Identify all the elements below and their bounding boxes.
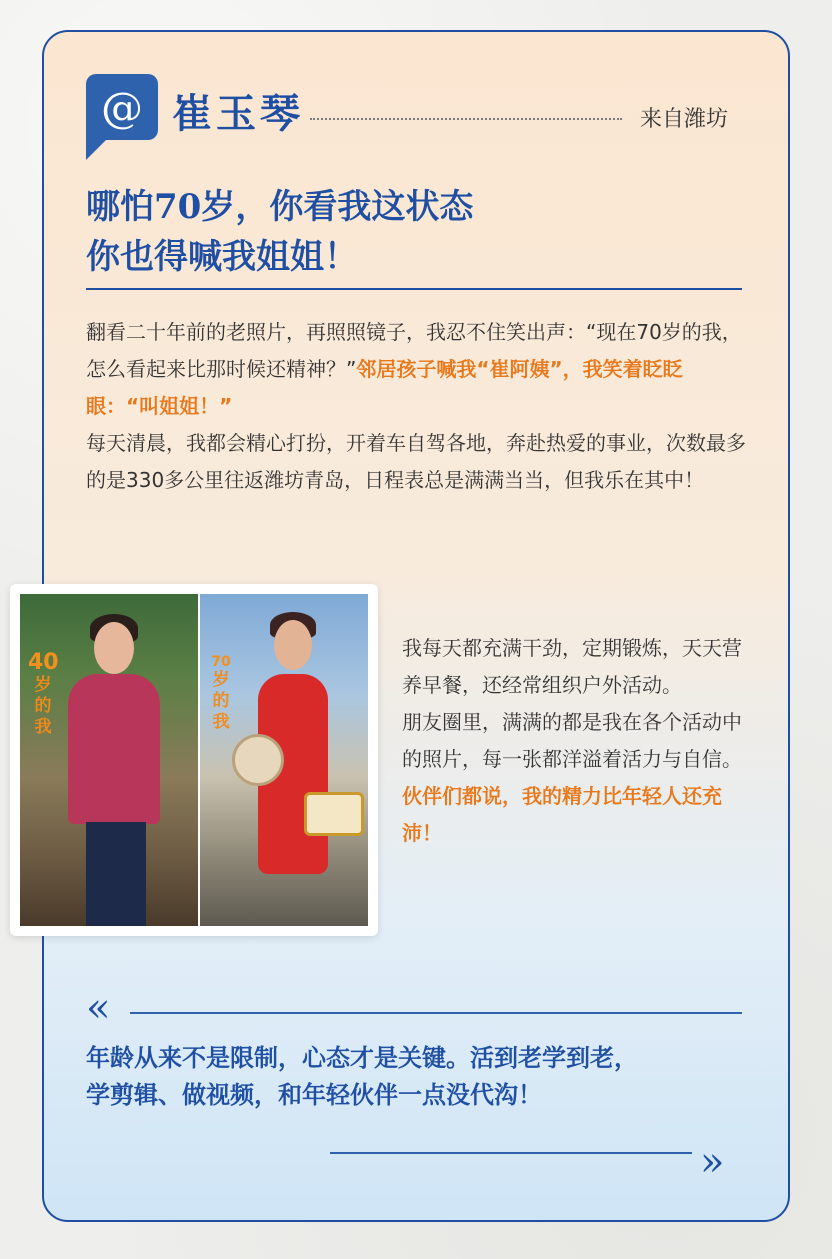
- quote-rule-top: [130, 1012, 742, 1014]
- age-char: 我: [34, 717, 52, 737]
- hat-shape: [232, 734, 284, 786]
- bag-shape: [304, 792, 364, 836]
- headline-line-2: 你也得喊我姐姐！: [86, 237, 358, 277]
- speech-tail-icon: [86, 138, 108, 160]
- quote-line-2: 学剪辑、做视频，和年轻伙伴一点没代沟！: [86, 1081, 542, 1109]
- age-label-40: [28, 650, 58, 738]
- head-shape: [94, 622, 134, 674]
- age-char: 我: [212, 712, 230, 732]
- headline: [86, 182, 706, 282]
- quote-rule-bottom: [330, 1152, 692, 1154]
- age-char: 岁: [212, 670, 230, 690]
- age-number: 70: [211, 654, 231, 670]
- close-quote-icon: »: [700, 1139, 725, 1185]
- para2-highlight: 伙伴们都说，我的精力比年轻人还充沛！: [402, 784, 722, 845]
- age-char: 的: [34, 696, 52, 716]
- para2-text-b: 朋友圈里，满满的都是我在各个活动中的照片，每一张都洋溢着活力与自信。: [402, 710, 742, 771]
- age-char: 的: [212, 691, 230, 711]
- quote-line-1: 年龄从来不是限制，心态才是关键。活到老学到老，: [86, 1044, 638, 1072]
- legs-shape: [86, 822, 146, 926]
- photo-age-70: [200, 594, 368, 926]
- age-char: 岁: [34, 675, 52, 695]
- quote-text: [86, 1040, 746, 1114]
- at-symbol: @: [101, 82, 143, 132]
- head-shape: [274, 620, 312, 670]
- para1-highlight: 邻居孩子喊我“崔阿姨”，我笑着眨眨眼：“叫姐姐！”: [86, 357, 683, 418]
- story-paragraph-1: [86, 314, 750, 499]
- para1-text-b: 每天清晨，我都会精心打扮，开着车自驾各地，奔赴热爱的事业，次数最多的是330多公里往返潍坊青岛，日程表总是满满当当，但我乐在其中！: [86, 431, 746, 492]
- open-quote-icon: «: [86, 985, 111, 1031]
- age-number: 40: [28, 650, 59, 675]
- headline-underline: [86, 288, 742, 290]
- age-label-70: [206, 654, 236, 733]
- para2-text-a: 我每天都充满干劲，定期锻炼，天天营养早餐，还经常组织户外活动。: [402, 636, 742, 697]
- para1-text-a: 翻看二十年前的老照片，再照照镜子，我忍不住笑出声：“现在70岁的我，怎么看起来比那时候还精神？”: [86, 320, 742, 381]
- author-name: 崔玉琴: [172, 90, 304, 137]
- at-icon: [86, 74, 158, 140]
- coat-shape: [68, 674, 160, 824]
- photo-age-40: [20, 594, 198, 926]
- author-origin: 来自潍坊: [640, 107, 729, 132]
- dotted-divider: [310, 118, 622, 120]
- headline-line-1: 哪怕70岁，你看我这状态: [86, 187, 474, 227]
- story-paragraph-2: [402, 630, 748, 852]
